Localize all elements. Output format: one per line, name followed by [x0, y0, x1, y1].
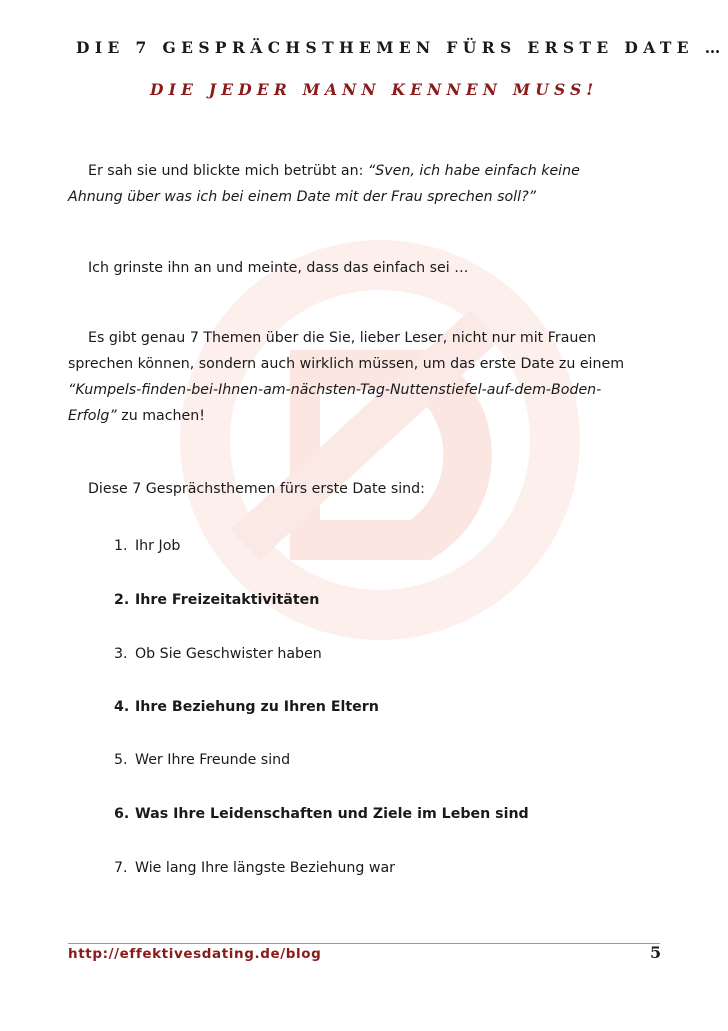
list-item: 3. Ob Sie Geschwister haben: [114, 646, 322, 662]
paragraph-2-text: Ich grinste ihn an und meinte, dass das einfach sei …: [88, 260, 469, 276]
footer-blog-link[interactable]: http://effektivesdating.de/blog: [68, 946, 322, 962]
list-item: 7. Wie lang Ihre längste Beziehung war: [114, 860, 396, 876]
paragraph-3-line-1: Es gibt genau 7 Themen über die Sie, lieber Leser, nicht nur mit Frauen: [88, 330, 597, 346]
title-line-2: DIE JEDER MANN KENNEN MUSS!: [150, 80, 599, 99]
title-line-1: DIE 7 GESPRÄCHSTHEMEN FÜRS ERSTE DATE …: [76, 38, 726, 57]
list-item: 1. Ihr Job: [114, 538, 181, 554]
list-item: 2. Ihre Freizeitaktivitäten: [114, 592, 320, 608]
paragraph-3-line-3: “Kumpels-finden-bei-Ihnen-am-nächsten-Tag-Nuttenstiefel-auf-dem-Boden-: [68, 382, 602, 398]
footer-divider: [68, 943, 660, 944]
paragraph-4: [68, 476, 668, 502]
paragraph-1-quote-cont: Ahnung über was ich bei einem Date mit der Frau sprechen soll?”: [68, 189, 536, 205]
list-item: 4. Ihre Beziehung zu Ihren Eltern: [114, 699, 379, 715]
paragraph-3-end: zu machen!: [116, 408, 205, 424]
list-item: 6. Was Ihre Leidenschaften und Ziele im Leben sind: [114, 806, 529, 822]
paragraph-1-quote: “Sven, ich habe einfach keine: [367, 163, 580, 179]
paragraph-1-text: Er sah sie und blickte mich betrübt an:: [88, 163, 368, 179]
paragraph-1: [68, 158, 668, 210]
page-number: 5: [650, 943, 662, 962]
list-item: 5. Wer Ihre Freunde sind: [114, 752, 291, 768]
paragraph-3-line-2: sprechen können, sondern auch wirklich müssen, um das erste Date zu einem: [68, 356, 625, 372]
watermark-logo: [170, 230, 590, 650]
paragraph-3-line-4: Erfolg”: [68, 408, 117, 424]
paragraph-2: [68, 255, 668, 281]
paragraph-3: [68, 325, 668, 429]
paragraph-4-text: Diese 7 Gesprächsthemen fürs erste Date sind:: [88, 481, 425, 497]
